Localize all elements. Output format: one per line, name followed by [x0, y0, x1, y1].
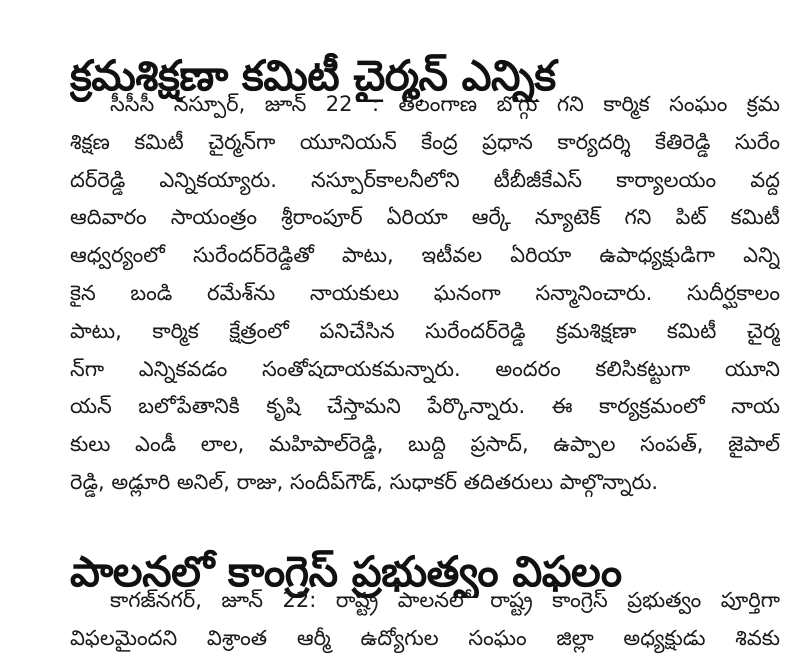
article-2-line: విఫలమైందని విశ్రాంత ఆర్మీ ఉద్యోగుల సంఘం జిల్లా అధ్యక్షుడు శివకు — [70, 625, 780, 650]
article-1-line: కులు ఎండీ లాల, మహిపాల్‌రెడ్డి, బుద్ది ప్రసాద్, ఉప్పాల సంపత్, జైపాల్ — [70, 432, 780, 457]
article-1-line: పాటు, కార్మిక క్షేత్రంలో పనిచేసిన సురేందర్‌రెడ్డి క్రమశిక్షణా కమిటీ చైర్మ — [70, 318, 780, 343]
article-1-line: సీసీసీ నస్పూర్, జూన్ 22 : తెలంగాణ బొగ్గు గని కార్మిక సంఘం క్రమ — [110, 92, 780, 116]
article-1-line: ఆదివారం సాయంత్రం శ్రీరాంపూర్ ఏరియా ఆర్కే న్యూటెక్ గని పిట్ కమిటీ — [70, 205, 780, 230]
article-1-line: ఆధ్వర్యంలో సురేందర్‌రెడ్డితో పాటు, ఇటీవల ఏరియా ఉపాధ్యక్షుడిగా ఎన్ని — [70, 243, 780, 268]
article-2-headline: పాలనలో కాంగ్రెస్ ప్రభుత్వం విఫలం — [70, 547, 622, 597]
article-1-line: దర్‌రెడ్డి ఎన్నికయ్యారు. నస్పూర్‌కాలనీలోని టీబీజీకేఎస్ కార్యాలయం వద్ద — [70, 167, 780, 192]
article-1-line: న్‌గా ఎన్నికవడం సంతోషదాయకమన్నారు. అందరం కలిసికట్టుగా యూని — [70, 356, 780, 381]
article-1-line: రెడ్డి, అడ్లూరి అనిల్, రాజు, సందీప్‌గౌడ్, సుధాకర్ తదితరులు పాల్గొన్నారు. — [70, 469, 659, 494]
article-1-body — [70, 86, 780, 502]
article-2-line: కాగజ్‌నగర్, జూన్ 22: రాష్ట్ర పాలనలో రాష్ట్ర కాంగ్రెస్ ప్రభుత్వం పూర్తిగా — [110, 588, 780, 612]
article-1-line: యన్ బలోపేతానికి కృషి చేస్తామని పేర్కొన్నారు. ఈ కార్యక్రమంలో నాయ — [70, 394, 780, 419]
article-2-body — [70, 582, 780, 657]
article-1-line: కైన బండి రమేశ్‌ను నాయకులు ఘనంగా సన్మానించారు. సుదీర్ఘకాలం — [70, 280, 780, 305]
article-1-line: శిక్షణ కమిటీ చైర్మన్‌గా యూనియన్ కేంద్ర ప్రధాన కార్యదర్శి కేతిరెడ్డి సురేం — [70, 129, 780, 154]
cutoff-previous-text — [70, 0, 770, 8]
article-1-headline: క్రమశిక్షణా కమిటీ చైర్మన్ ఎన్నిక — [70, 51, 556, 101]
